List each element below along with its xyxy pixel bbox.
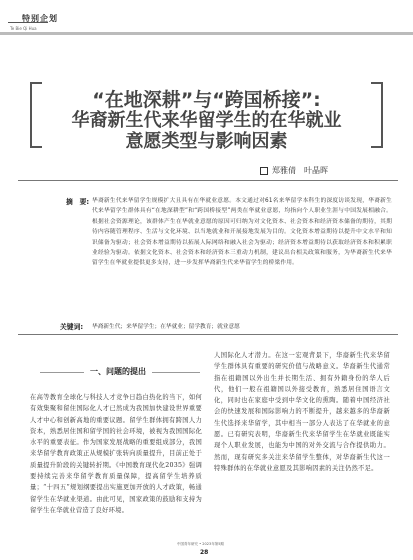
section-label: 特别企划 [22,13,58,23]
body-column-left: 在高等教育全球化与科技人才竞争日趋白热化的当下，如何有效集聚和留住国际化人才已然成为我国加快建设世界重要人才中心和创新高地的重要议题。留学生群体拥有跨国人力资本，熟悉居住国和留学国的社会环境，被视为我国国际化水平的重要表征。作为国家发展战略的重要组成部分，我国来华留学教育政策正从规模扩张转向质量提升，目前正处于质量提升阶段的关键转折期。《中国教育现代化2035》强调要持续完善来华留学教育质量保障，提高留学生培养质量；“十四五”规划纲要提出实施更加开放的人才政策，畅通留学生在华就业渠道。由此可见，国家政策的鼓励和支持为留学生在华就业营造了良好环境。 [30,394,202,514]
abstract-top-rule [18,180,398,181]
abstract-label: 摘 要: [66,198,90,206]
section-heading: 一、问题的提出 [84,366,152,377]
header-shade-bar [0,32,413,35]
footer-journal: 中国青年研究 • 2023年第5期 [177,542,224,546]
section-sub-label: Te Bie Qi Hua [10,26,37,31]
body-column-right: 人国际化人才潜力。在这一宏观背景下，华裔新生代来华留学生群体具有重要的研究价值与战略意义。华裔新生代通常指在祖籍国以外出生并长期生活、拥有外籍身份的华人后代，他们一般在祖籍国以外接受教育，熟悉居住国语言文化，同时也在家庭中受到中华文化的熏陶。随着中国经济社会的快速发展和国际影响力的不断提升，越来越多的华裔新生代选择来华留学，其中相当一部分人表达了在华就业的意愿。已有研究表明，华裔新生代来华留学生在华就业既能实现个人职业发展，也能为中国的对外交流与合作提供助力。然而，现有研究多关注来华留学生整体，对华裔新生代这一特殊群体的在华就业意愿及其影响因素的关注仍然不足。 [214,352,390,472]
abstract-bottom-rule [18,334,398,335]
section-heading-block [40,366,200,380]
keywords-text: 华裔新生代；来华留学生；在华就业；留学教育；就业意愿 [92,324,240,330]
title-bracket-right [371,82,383,148]
page-number: 28 [200,549,209,556]
abstract-text: 华裔新生代来华留学生规模扩大且具有在华就业意愿。本文通过对61名来华留学本科生的深度访谈发现，华裔新生代来华留学生群体具有“在地深耕型”和“跨国桥接型”两类在华就业意愿，均指向个人职业生涯与中国发展相融合。根据社会资源理论，该群体产生在华就业意愿的原因可归纳为对文化资本、社会资本和经济资本储备的期待，其期待内容随管理程序、生活与文化环境、以当地就业和开展接地发展为目的。文化资本增益期待以提升中文水平和知识储备为驱动；社会资本增益期待以拓展人际网络和融入社会为驱动；经济资本增益期待以获取经济资本和积累职业经验为驱动。依据文化资本、社会资本和经济资本三重动力机制，建议出台相关政策和服务，为华裔新生代来华留学生在华就业提供更多支持，进一步发挥华裔新生代来华留学生的桥梁作用。 [92,198,392,267]
author-line [260,165,328,176]
authors: 郑雅倩 叶晶晖 [272,166,328,175]
keywords-label: 关键词: [60,323,84,331]
title-bracket-left [30,82,42,148]
article-title-line-3: 意愿类型与影响因素 [125,131,288,152]
author-box-icon [260,167,268,175]
article-title-line-1: “在地深耕”与“跨国桥接”: [92,89,321,111]
journal-header [0,0,413,32]
article-title-line-2: 华裔新生代来华留学生的在华就业 [71,110,342,131]
